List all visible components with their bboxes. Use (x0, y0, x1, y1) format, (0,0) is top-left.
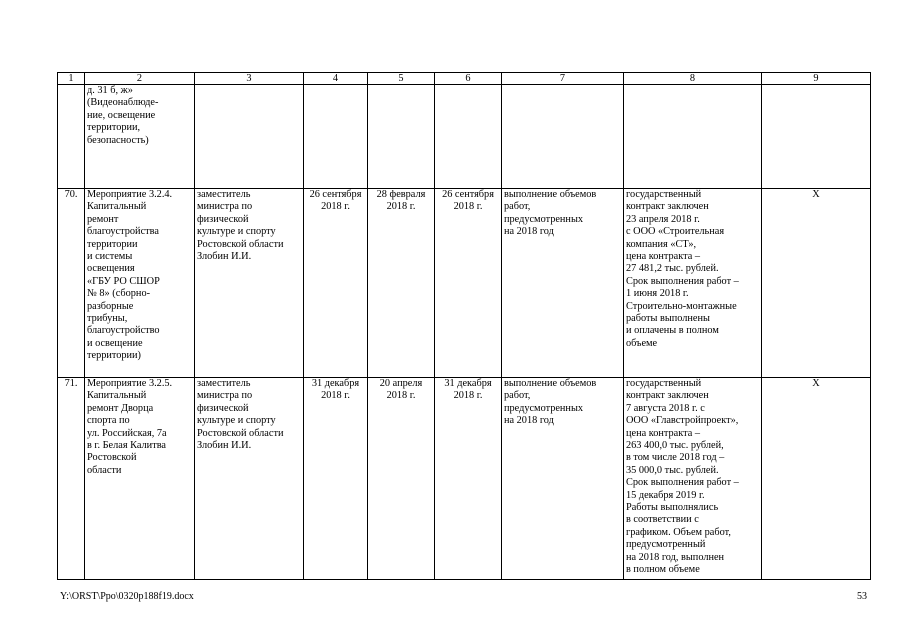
event-cell: Мероприятие 3.2.4. Капитальный ремонт благоустройства территории и системы освещения «ГБУ РО СШОР № 8» (сборно- разборные трибуны, благоустройство и освещение территории) (85, 189, 195, 378)
footer-file-path: Y:\ORST\Ppo\0320p188f19.docx (60, 591, 194, 602)
mark-cell (762, 85, 871, 189)
result-cell: выполнение объемов работ, предусмотренных на 2018 год (502, 189, 624, 378)
row-number-cell: 71. (58, 378, 85, 580)
date-fact-cell: 26 сентября 2018 г. (435, 189, 502, 378)
responsible-cell: заместитель министра по физической культуре и спорту Ростовской области Злобин И.И. (195, 378, 304, 580)
event-cell: Мероприятие 3.2.5. Капитальный ремонт Дворца спорта по ул. Российская, 7а в г. Белая Калитва Ростовской области (85, 378, 195, 580)
header-cell: 6 (435, 73, 502, 85)
page-number: 53 (857, 591, 867, 602)
date-fact-cell (435, 85, 502, 189)
status-cell (624, 85, 762, 189)
row-number-cell (58, 85, 85, 189)
mark-cell: Х (762, 378, 871, 580)
responsible-cell (195, 85, 304, 189)
table-row-continuation (58, 85, 871, 189)
result-cell (502, 85, 624, 189)
header-cell: 5 (368, 73, 435, 85)
status-cell: государственный контракт заключен 23 апреля 2018 г. с ООО «Строительная компания «СТ», цена контракта – 27 481,2 тыс. рублей. Срок выполнения работ – 1 июня 2018 г. Строительно-монтажные работы выполнены и оплачены в полном объеме (624, 189, 762, 378)
date-end-cell: 20 апреля 2018 г. (368, 378, 435, 580)
date-start-cell: 31 декабря 2018 г. (304, 378, 368, 580)
date-start-cell (304, 85, 368, 189)
result-cell: выполнение объемов работ, предусмотренных на 2018 год (502, 378, 624, 580)
header-cell: 7 (502, 73, 624, 85)
table-row-70 (58, 189, 871, 378)
event-cell: д. 31 б, ж» (Видеонаблюде- ние, освещение территории, безопасность) (85, 85, 195, 189)
header-cell: 1 (58, 73, 85, 85)
date-end-cell: 28 февраля 2018 г. (368, 189, 435, 378)
header-cell: 2 (85, 73, 195, 85)
responsible-cell: заместитель министра по физической культуре и спорту Ростовской области Злобин И.И. (195, 189, 304, 378)
status-cell: государственный контракт заключен 7 августа 2018 г. с ООО «Главстройпроект», цена контракта – 263 400,0 тыс. рублей, в том числе 2018 год – 35 000,0 тыс. рублей. Срок выполнения работ – 15 декабря 2019 г. Работы выполнялись в соответствии с графиком. Объем работ, предусмотренный на 2018 год, выполнен в полном объеме (624, 378, 762, 580)
date-start-cell: 26 сентября 2018 г. (304, 189, 368, 378)
row-number-cell: 70. (58, 189, 85, 378)
header-cell: 8 (624, 73, 762, 85)
date-end-cell (368, 85, 435, 189)
measures-table (57, 72, 871, 580)
header-cell: 3 (195, 73, 304, 85)
table-row-71 (58, 378, 871, 580)
date-fact-cell: 31 декабря 2018 г. (435, 378, 502, 580)
table-header-row (58, 73, 871, 85)
header-cell: 9 (762, 73, 871, 85)
mark-cell: Х (762, 189, 871, 378)
header-cell: 4 (304, 73, 368, 85)
